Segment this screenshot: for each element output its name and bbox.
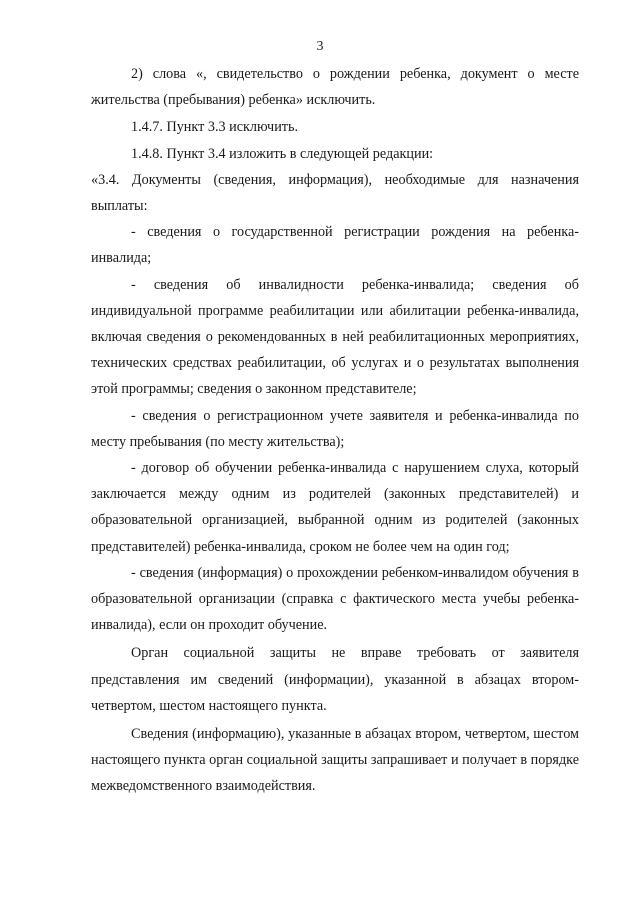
document-body [91, 61, 579, 800]
list-item-disability-info: - сведения об инвалидности ребенка-инвалида; сведения об индивидуальной программе реабилитации или абилитации ребенка-инвалида, включая сведения о рекомендованных в ней реабилитационных мероприятиях, технических средствах реабилитации, об услугах и о результатах выполнения этой программы; сведения о законном представителе; [91, 276, 579, 398]
paragraph-no-demand-clause: Орган социальной защиты не вправе требовать от заявителя представления им сведений (информации), указанной в абзацах втором-четвертом, шестом настоящего пункта. [91, 645, 579, 714]
paragraph-3-4-heading: «3.4. Документы (сведения, информация), необходимые для назначения выплаты: [91, 171, 579, 215]
list-item-registration-record: - сведения о регистрационном учете заявителя и ребенка-инвалида по месту пребывания (по месту жительства); [91, 407, 579, 450]
paragraph-item-2-amendment: 2) слова «, свидетельство о рождении ребенка, документ о месте жительства (пребывания) ребенка» исключить. [91, 66, 579, 109]
paragraph-interagency-request: Сведения (информацию), указанные в абзацах втором, четвертом, шестом настоящего пункта орган социальной защиты запрашивает и получает в порядке межведомственного взаимодействия. [91, 726, 579, 795]
list-item-education-info: - сведения (информация) о прохождении ребенком-инвалидом обучения в образовательной организации (справка с фактического места учебы ребенка-инвалида), если он проходит обучение. [91, 564, 579, 634]
list-item-education-contract: - договор об обучении ребенка-инвалида с нарушением слуха, который заключается между одним из родителей (законных представителей) и образовательной организацией, выбранной одним из родителей (законных представителей) ребенка-инвалида, сроком не более чем на один год; [91, 460, 579, 555]
paragraph-1-4-7: 1.4.7. Пункт 3.3 исключить. [131, 119, 299, 136]
page-number: 3 [316, 39, 324, 54]
paragraph-1-4-8: 1.4.8. Пункт 3.4 изложить в следующей редакции: [131, 145, 434, 162]
list-item-birth-registration: - сведения о государственной регистрации рождения на ребенка-инвалида; [91, 224, 579, 267]
